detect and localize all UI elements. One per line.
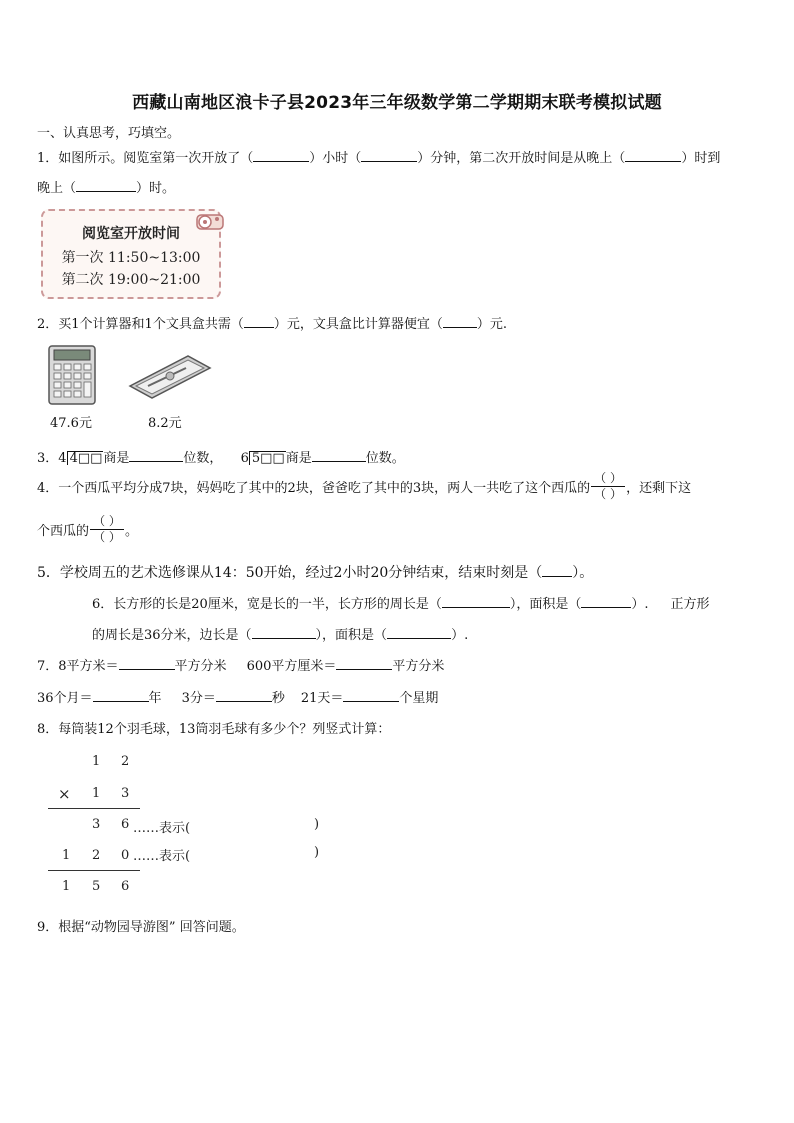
- digit: 1: [62, 848, 71, 863]
- digit: 0: [121, 848, 130, 863]
- answer-blank[interactable]: [387, 638, 451, 639]
- answer-blank[interactable]: [443, 327, 477, 328]
- question-4-line-2: 个西瓜的 $\frac{( )}{( )}$ 。: [37, 514, 139, 544]
- digit: 1: [92, 786, 101, 801]
- times-sign: ×: [58, 785, 71, 803]
- divider-line: [48, 870, 140, 871]
- answer-blank[interactable]: [216, 701, 272, 702]
- note-label: ……表示(: [133, 849, 191, 864]
- card-title: 阅览室开放时间: [82, 226, 180, 242]
- projector-icon: [193, 207, 227, 235]
- fraction-blank[interactable]: $\frac{( )}{( )}$: [90, 514, 124, 545]
- digit: 1: [62, 879, 71, 894]
- pencil-case-icon: [126, 352, 212, 402]
- answer-blank[interactable]: [253, 161, 309, 162]
- question-1-line-2: 晚上（ ）时。: [37, 181, 176, 196]
- answer-blank[interactable]: [244, 327, 274, 328]
- answer-blank[interactable]: [312, 461, 366, 462]
- question-6-line-1: 6．长方形的长是20厘米，宽是长的一半，长方形的周长是（ ），面积是（ ）. 正方形: [92, 597, 710, 612]
- pencil-case-price: 8.2元: [148, 416, 182, 431]
- digit: 5: [92, 879, 101, 894]
- calculator-price: 47.6元: [50, 416, 92, 431]
- question-8: 8．每筒装12个羽毛球，13筒羽毛球有多少个？列竖式计算：: [37, 722, 391, 737]
- digit: 2: [92, 848, 101, 863]
- question-5: 5．学校周五的艺术选修课从14：50开始，经过2小时20分钟结束，结束时刻是（ ）。: [37, 565, 594, 581]
- answer-blank[interactable]: [442, 607, 510, 608]
- note-close: ): [314, 817, 320, 832]
- digit: 6: [121, 817, 130, 832]
- fraction-blank[interactable]: $\frac{( )}{( )}$: [591, 471, 625, 502]
- note-close: ): [314, 845, 320, 860]
- digit: 2: [121, 754, 130, 769]
- division-sign: 5□□: [249, 451, 286, 465]
- answer-blank[interactable]: [129, 461, 183, 462]
- answer-blank[interactable]: [542, 576, 572, 577]
- question-7-line-2: 36个月＝ 年 3分＝ 秒 21天＝ 个星期: [37, 691, 439, 706]
- question-9: 9．根据“动物园导游图” 回答问题。: [37, 920, 245, 935]
- question-3: 3．4 4□□商是 位数， 6 5□□商是 位数。: [37, 451, 405, 466]
- question-6-line-2: 的周长是36分米，边长是（ ），面积是（ ）.: [92, 628, 469, 643]
- reading-room-hours-card: [41, 209, 221, 299]
- answer-blank[interactable]: [252, 638, 316, 639]
- answer-blank[interactable]: [361, 161, 417, 162]
- digit: 6: [121, 879, 130, 894]
- answer-blank[interactable]: [76, 191, 136, 192]
- digit: 3: [92, 817, 101, 832]
- digit: 1: [92, 754, 101, 769]
- question-1-line-1: 1．如图所示。阅览室第一次开放了（ ）小时（ ）分钟，第二次开放时间是从晚上（ ）时到: [37, 151, 721, 166]
- answer-blank[interactable]: [625, 161, 681, 162]
- digit: 3: [121, 786, 130, 801]
- calculator-icon: [48, 345, 98, 407]
- note-label: ……表示(: [133, 821, 191, 836]
- answer-blank[interactable]: [343, 701, 399, 702]
- question-7-line-1: 7．8平方米＝ 平方分米 600平方厘米＝ 平方分米: [37, 659, 445, 674]
- section-heading: 一、认真思考，巧填空。: [37, 126, 181, 141]
- divider-line: [48, 808, 140, 809]
- card-row-1: 第一次 11:50~13:00: [61, 250, 201, 266]
- card-row-2: 第二次 19:00~21:00: [61, 272, 201, 288]
- question-4-line-1: 4．一个西瓜平均分成7块，妈妈吃了其中的2块，爸爸吃了其中的3块，两人一共吃了这个西瓜的 $\frac{( )}{( )}$ ，还剩下这: [37, 471, 692, 501]
- question-2: 2．买1个计算器和1个文具盒共需（ ）元，文具盒比计算器便宜（ ）元.: [37, 317, 507, 332]
- division-sign: 4□□: [67, 451, 104, 465]
- answer-blank[interactable]: [93, 701, 149, 702]
- page-title: 西藏山南地区浪卡子县2023年三年级数学第二学期期末联考模拟试题: [132, 93, 662, 113]
- answer-blank[interactable]: [336, 669, 392, 670]
- answer-blank[interactable]: [581, 607, 631, 608]
- answer-blank[interactable]: [119, 669, 175, 670]
